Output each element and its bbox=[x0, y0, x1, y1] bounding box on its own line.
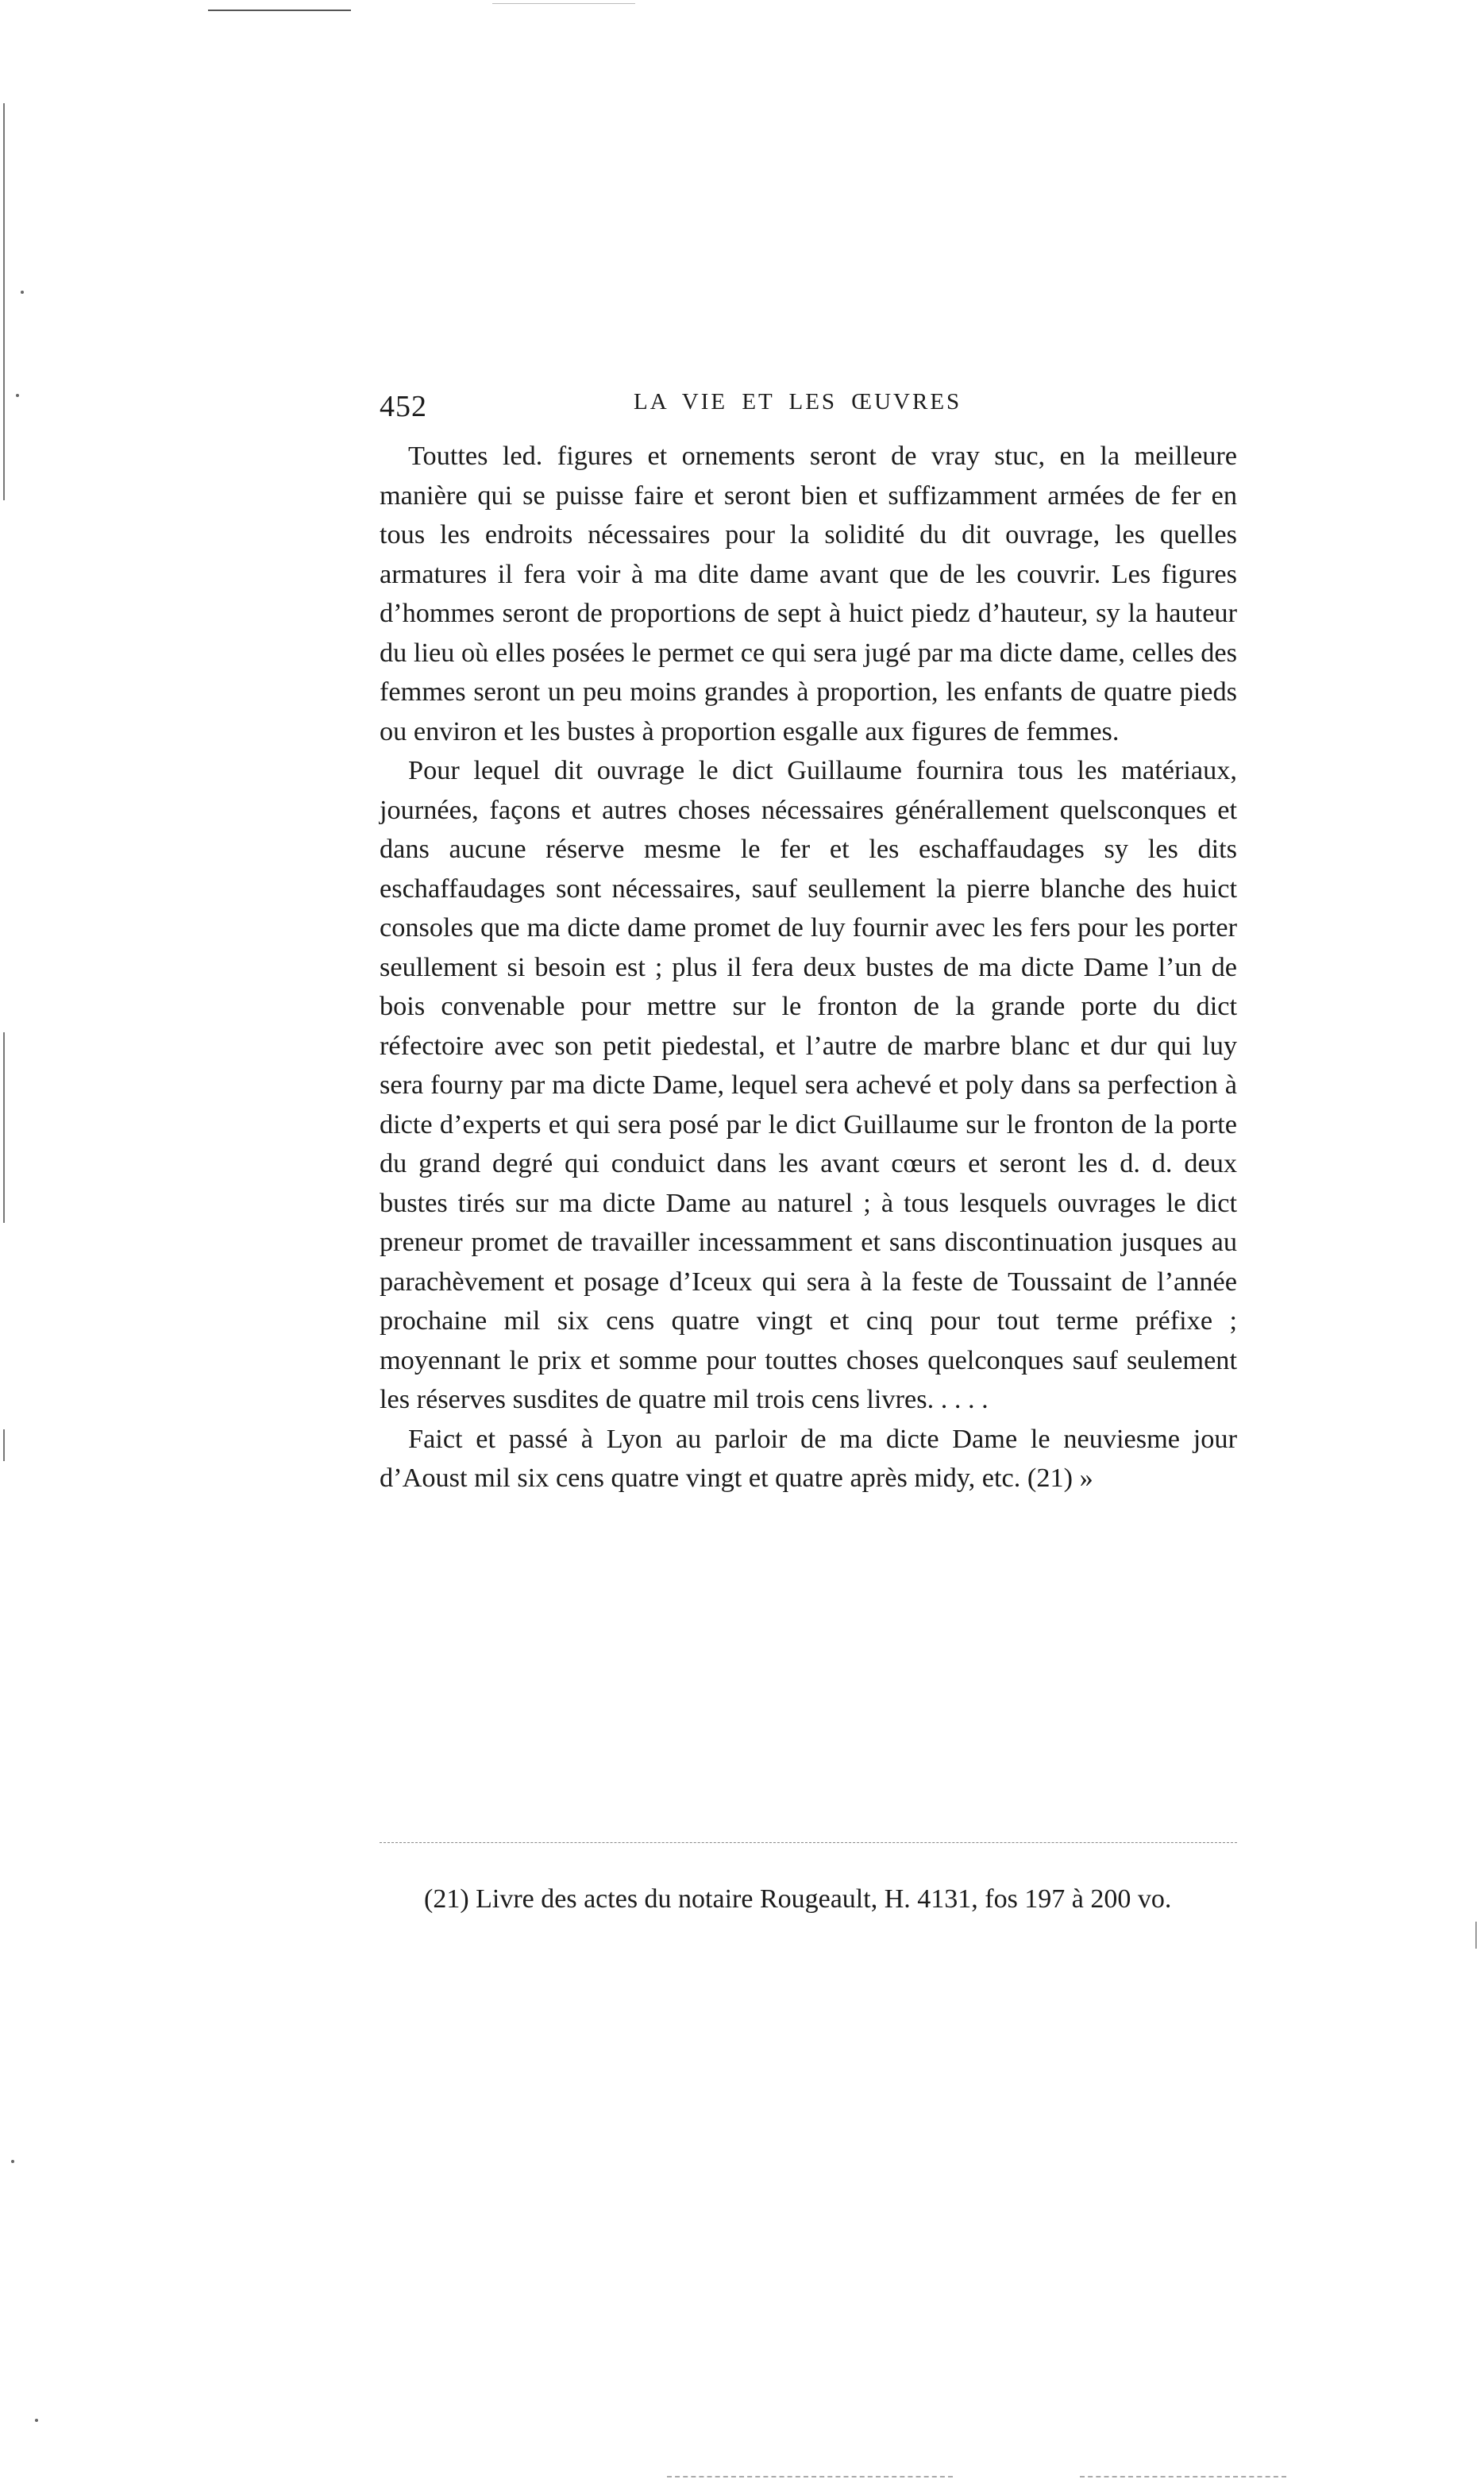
paragraph: Touttes led. figures et ornements seront de vray stuc, en la meilleure manière qui se puisse faire et seront bien et suffizamment armées de fer en tous les endroits nécessaires pour la solidité du dit ouvrage, les quelles armatures il fera voir à ma dite dame avant que de les couvrir. Les figures d’hommes seront de proportions de sept à huict piedz d’hauteur, sy la hauteur du lieu où elles posées le permet ce qui sera jugé par ma dicte dame, celles des femmes seront un peu moins grandes à proportion, les enfants de quatre pieds ou environ et les bustes à proportion esgalle aux figures de femmes. bbox=[380, 441, 1237, 746]
page-number: 452 bbox=[380, 390, 427, 423]
gutter-line bbox=[3, 1032, 5, 1223]
paragraph: Faict et passé à Lyon au parloir de ma dicte Dame le neuviesme jour d’Aoust mil six cens quatre vingt et quatre après midy, etc. (21) » bbox=[380, 1423, 1237, 1493]
body-text bbox=[380, 437, 1237, 1498]
paragraph: Pour lequel dit ouvrage le dict Guillaume fournira tous les matériaux, journées, façons et autres choses nécessaires générallement quelsconques et dans aucune réserve mesme le fer et les eschaffaudages sy les dits eschaffaudages sont nécessaires, sauf seullement la pierre blanche des huict consoles que ma dicte dame promet de luy fournir avec les fers pour les porter seullement si besoin est ; plus il fera deux bustes de ma dicte Dame l’un de bois convenable pour mettre sur le fronton de la grande porte du dict réfectoire avec son petit piedestal, et l’autre de marbre blanc et dur qui luy sera fourny par ma dicte Dame, lequel sera achevé et poly dans sa perfection à dicte d’experts et qui sera posé par le dict Guillaume sur le fronton de la porte du grand degré qui conduict dans les avant cœurs et seront les d. d. deux bustes tirés sur ma dicte Dame au naturel ; à tous lesquels ouvrages le dict preneur promet de travailler incessamment et sans discontinuation jusques au parachèvement et posage d’Iceux qui sera à la feste de Toussaint de l’année prochaine mil six cens quatre vingt et cinq pour tout terme préfixe ; moyennant le prix et somme pour touttes choses quelconques sauf seulement les réserves susdites de quatre mil trois cens livres. . . . . bbox=[380, 755, 1237, 1414]
gutter-dot bbox=[21, 291, 24, 294]
gutter-line bbox=[3, 1429, 5, 1461]
footnote-rule bbox=[380, 1842, 1237, 1843]
gutter-dot bbox=[11, 2160, 14, 2163]
scan-top-dash bbox=[492, 3, 635, 4]
gutter-line bbox=[3, 103, 5, 500]
bottom-dashes bbox=[1080, 2476, 1286, 2478]
bottom-dashes bbox=[667, 2476, 953, 2478]
page-header bbox=[380, 381, 1237, 437]
footnote: (21) Livre des actes du notaire Rougeault, H. 4131, fos 197 à 200 vo. bbox=[424, 1884, 1172, 1914]
gutter-dot bbox=[35, 2419, 38, 2422]
right-margin-mark bbox=[1475, 1922, 1477, 1949]
page bbox=[380, 381, 1237, 1498]
gutter-dot bbox=[16, 394, 19, 397]
scan-top-rule bbox=[208, 10, 351, 11]
running-title: LA VIE ET LES ŒUVRES bbox=[634, 389, 962, 415]
